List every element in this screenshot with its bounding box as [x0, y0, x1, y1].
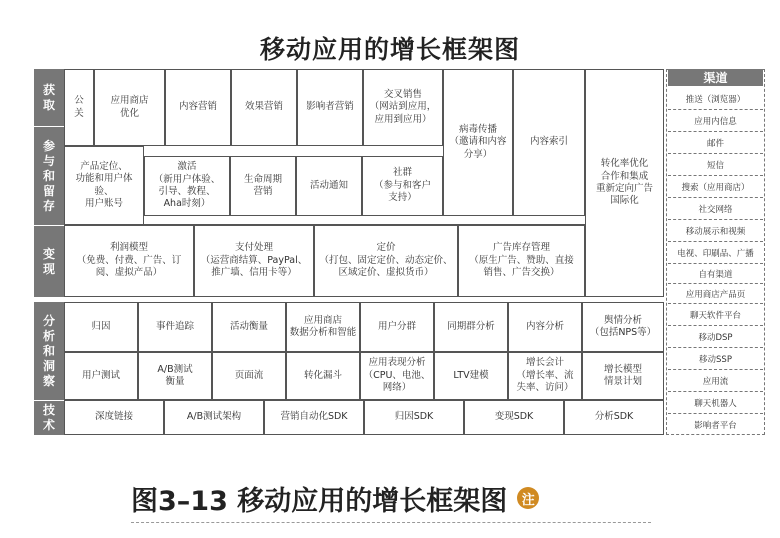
cell-activation: 激活 （新用户体验、 引导、教程、 Aha时刻） [144, 156, 230, 216]
channel-item: 社交网络 [668, 198, 763, 220]
analytics-app-store-intelligence: 应用商店 数据分析和智能 [286, 302, 360, 352]
analytics-conversion-funnel: 转化漏斗 [286, 352, 360, 400]
channel-item: 聊天软件平台 [668, 304, 763, 326]
cell-activity-notifications: 活动通知 [296, 156, 362, 216]
channels-header: 渠道 [668, 69, 763, 86]
tech-ab-test-framework: A/B测试架构 [164, 400, 264, 435]
cell-community: 社群 （参与和客户 支持） [362, 156, 443, 216]
diagram-title: 移动应用的增长框架图 [259, 35, 520, 64]
caption-underline [131, 522, 651, 523]
section-label-analytics: 分 析 和 洞 察 [34, 302, 64, 400]
analytics-user-segmentation: 用户分群 [360, 302, 434, 352]
cell-cross-sell: 交叉销售 （网站到应用， 应用到应用） [363, 69, 443, 146]
channel-item: 应用流 [668, 370, 763, 392]
channel-item: 电视、印刷品、广播 [668, 242, 763, 264]
cell-ad-inventory: 广告库存管理 （原生广告、赞助、直接 销售、广告交换） [458, 225, 585, 297]
section-label-monetization: 变 现 [34, 225, 64, 297]
section-label-tech: 技 术 [34, 400, 64, 435]
tech-attribution-sdk: 归因SDK [364, 400, 464, 435]
note-badge-icon[interactable]: 注 [517, 487, 539, 509]
figure-caption-text: 图3–13 移动应用的增长框架图 [131, 485, 508, 517]
cell-payment-processing: 支付处理 （运营商结算、PayPal、 推广墙、信用卡等） [194, 225, 314, 297]
tech-deep-linking: 深度链接 [64, 400, 164, 435]
channel-item: 短信 [668, 154, 763, 176]
cell-public-relations: 公 关 [64, 69, 94, 146]
analytics-content: 内容分析 [508, 302, 582, 352]
analytics-growth-model: 增长模型 情景计划 [582, 352, 664, 400]
analytics-growth-accounting: 增长会计 （增长率、流 失率、访问） [508, 352, 582, 400]
cell-pricing: 定价 （打包、固定定价、动态定价、 区域定价、虚拟货币） [314, 225, 458, 297]
cell-product-positioning: 产品定位、 功能和用户体验、 用户账号 [64, 146, 144, 225]
cell-viral-growth: 病毒传播 （邀请和内容 分享） [443, 69, 513, 216]
figure-caption [131, 480, 651, 516]
channel-item: 邮件 [668, 132, 763, 154]
analytics-app-performance: 应用表现分析 （CPU、电池、 网络） [360, 352, 434, 400]
channel-item: 移动DSP [668, 326, 763, 348]
analytics-campaign-measurement: 活动衡量 [212, 302, 286, 352]
cell-performance-marketing: 效果营销 [231, 69, 297, 146]
analytics-page-flow: 页面流 [212, 352, 286, 400]
channel-item: 应用内信息 [668, 110, 763, 132]
section-label-engagement: 参 与 和 留 存 [34, 126, 64, 225]
analytics-user-testing: 用户测试 [64, 352, 138, 400]
analytics-cohort: 同期群分析 [434, 302, 508, 352]
analytics-event-tracking: 事件追踪 [138, 302, 212, 352]
cell-conversion-optimization: 转化率优化 合作和集成 重新定向广告 国际化 [585, 69, 664, 297]
channel-item: 聊天机器人 [668, 392, 763, 414]
cell-app-store-optimization: 应用商店 优化 [94, 69, 165, 146]
channel-item: 移动SSP [668, 348, 763, 370]
analytics-sentiment: 舆情分析 （包括NPS等） [582, 302, 664, 352]
channel-item: 应用商店产品页 [668, 284, 763, 304]
analytics-ltv-modeling: LTV建模 [434, 352, 508, 400]
cell-content-index: 内容索引 [513, 69, 585, 216]
cell-lifecycle-marketing: 生命周期 营销 [230, 156, 296, 216]
cell-content-marketing: 内容营销 [165, 69, 231, 146]
tech-marketing-automation-sdk: 营销自动化SDK [264, 400, 364, 435]
tech-monetization-sdk: 变现SDK [464, 400, 564, 435]
cell-influencer-marketing: 影响者营销 [297, 69, 363, 146]
channel-item: 影响者平台 [694, 420, 737, 431]
analytics-ab-test-measurement: A/B测试 衡量 [138, 352, 212, 400]
section-label-acquisition: 获 取 [34, 69, 64, 126]
cell-profit-model: 利润模型 （免费、付费、广告、订 阅、虚拟产品） [64, 225, 194, 297]
tech-analytics-sdk: 分析SDK [564, 400, 664, 435]
channel-item: 自有渠道 [668, 264, 763, 284]
channel-item: 搜索（应用商店） [668, 176, 763, 198]
channel-item: 推送（浏览器） [668, 88, 763, 110]
analytics-attribution: 归因 [64, 302, 138, 352]
channel-item: 移动展示和视频 [668, 220, 763, 242]
